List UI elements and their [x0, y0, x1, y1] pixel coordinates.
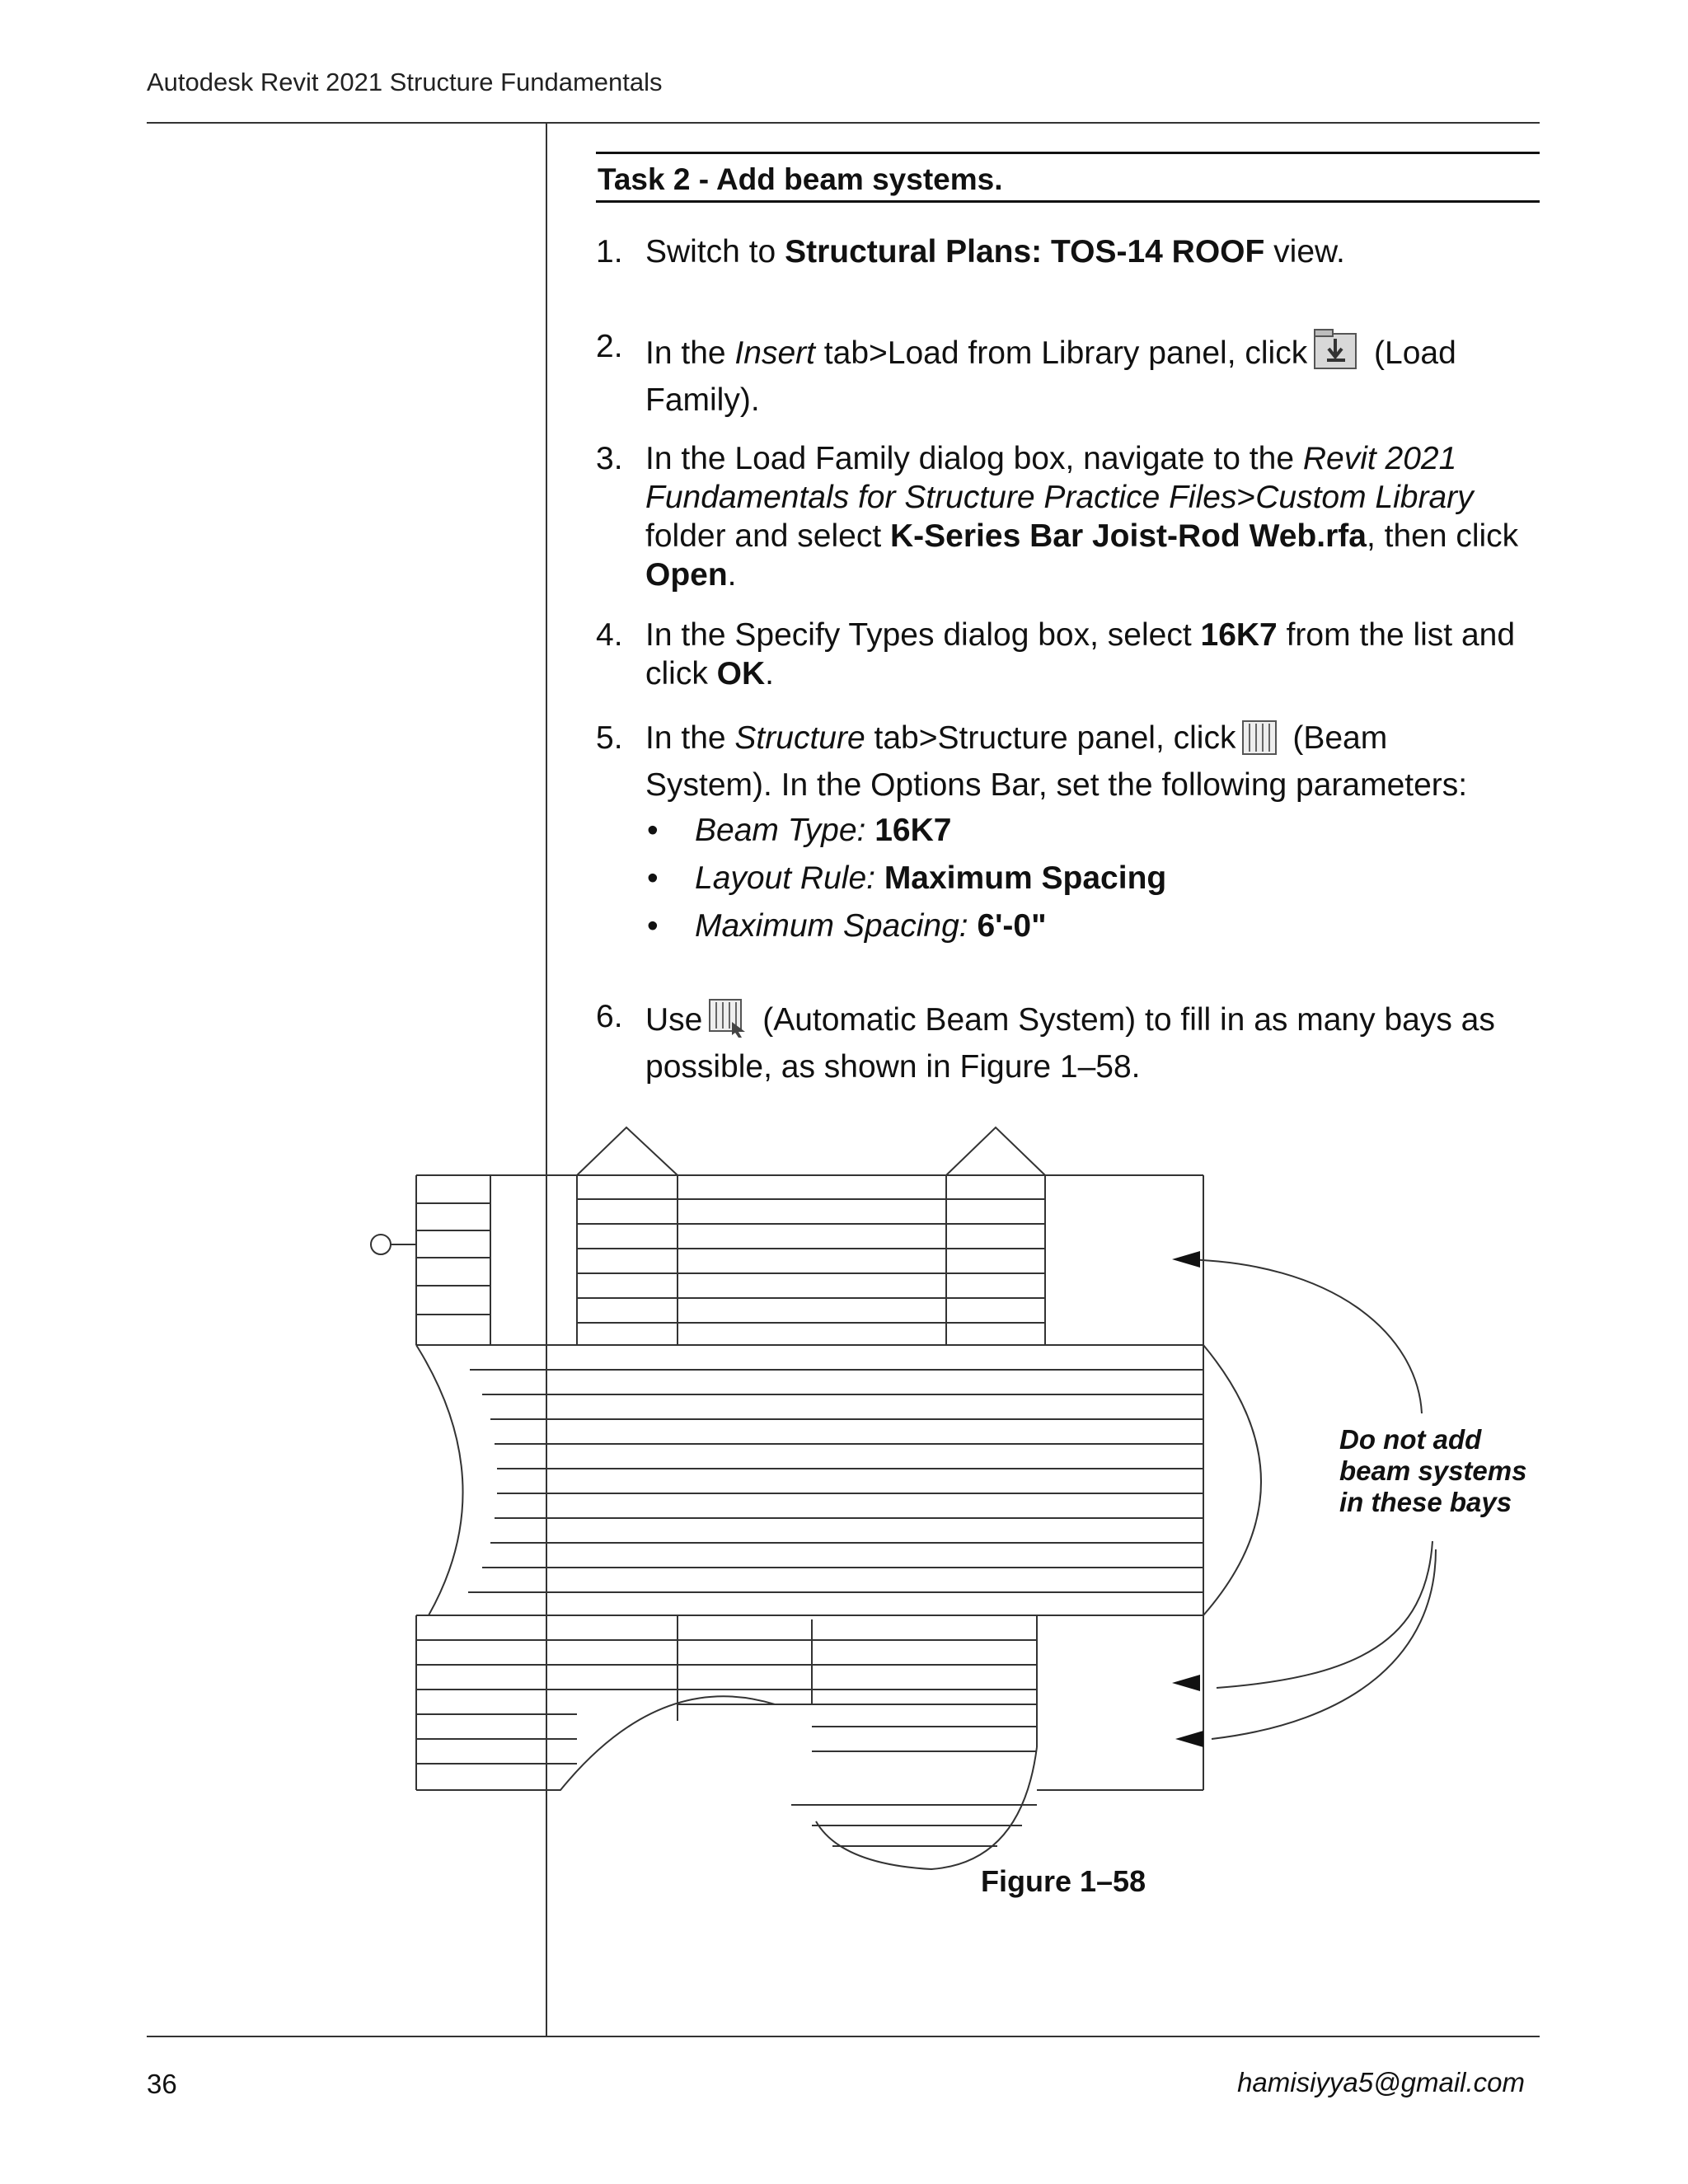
framing-plan-lines	[371, 1127, 1436, 1869]
gable-marker	[946, 1127, 1045, 1175]
step-text: (Beam	[1292, 720, 1388, 756]
parameter-value: Maximum Spacing	[884, 860, 1167, 896]
step-text: .	[765, 656, 775, 691]
parameter-value: 6'-0"	[977, 908, 1047, 944]
step-text: from the list and	[1277, 617, 1516, 653]
tab-name: Structure	[734, 720, 865, 756]
folder-name: Revit 2021	[1302, 441, 1457, 476]
step-text: In the Specify Types dialog box, select	[645, 617, 1201, 653]
footer-rule	[147, 2036, 1540, 2037]
arrowhead	[1172, 1251, 1200, 1268]
step-text: In the	[645, 335, 735, 371]
tab-name: Insert	[734, 335, 815, 371]
step-text: .	[727, 557, 737, 593]
bullet-dot: •	[647, 813, 659, 848]
step-number: 1.	[596, 234, 623, 269]
step-text: In the Load Family dialog box, navigate to the	[645, 441, 1303, 476]
open-label: Open	[645, 557, 728, 593]
step-number: 5.	[596, 720, 623, 756]
bullet-dot: •	[647, 908, 659, 944]
callout-line: in these bays	[1339, 1487, 1512, 1517]
step-text: (Automatic Beam System) to fill in as many bays as	[762, 1002, 1495, 1038]
folder-name: Custom Library	[1255, 480, 1474, 515]
ok-label: OK	[716, 656, 766, 691]
running-title: Autodesk Revit 2021 Structure Fundamentals	[147, 68, 663, 96]
type-name: 16K7	[1200, 617, 1278, 653]
step-text: System). In the Options Bar, set the following parameters:	[645, 767, 1468, 803]
arrowhead	[1172, 1675, 1200, 1691]
gable-marker	[577, 1127, 678, 1175]
step-text: possible, as shown in Figure 1–58.	[645, 1049, 1141, 1085]
step-number: 3.	[596, 441, 623, 476]
step-number: 6.	[596, 999, 623, 1034]
callout-line: beam systems	[1339, 1455, 1527, 1486]
step-text: In the	[645, 720, 735, 756]
parameter-value: 16K7	[874, 813, 952, 848]
folder-name: Fundamentals for Structure Practice Files	[645, 480, 1237, 515]
step-text: , then click	[1366, 518, 1519, 554]
step-text: tab>Structure panel, click	[865, 720, 1236, 756]
parameter-label: Maximum Spacing:	[695, 908, 978, 944]
step-text: tab>Load from Library panel, click	[814, 335, 1308, 371]
view-name: Structural Plans: TOS-14 ROOF	[785, 234, 1265, 269]
step-text: Use	[645, 1002, 703, 1038]
step-text: view.	[1264, 234, 1345, 269]
callout-line: Do not add	[1339, 1424, 1482, 1455]
task-title: Task 2 - Add beam systems.	[598, 162, 1003, 196]
callout-note	[1339, 1424, 1526, 1518]
step-text: folder and select	[645, 518, 891, 554]
step-text: (Load	[1374, 335, 1456, 371]
step-number: 2.	[596, 329, 623, 364]
step-text: Family).	[645, 382, 760, 418]
step-number: 4.	[596, 617, 623, 653]
file-name: K-Series Bar Joist-Rod Web.rfa	[890, 518, 1367, 554]
step-text: Switch to	[645, 234, 785, 269]
arrowhead	[1175, 1731, 1203, 1747]
step-text: click	[645, 656, 717, 691]
bullet-dot: •	[647, 860, 659, 896]
page-number: 36	[147, 2069, 177, 2099]
parameter-label: Beam Type:	[695, 813, 875, 848]
parameter-label: Layout Rule:	[695, 860, 884, 896]
callout-arrows	[1172, 1251, 1203, 1747]
path-separator: >	[1236, 480, 1256, 515]
footer-email: hamisiyya5@gmail.com	[1237, 2067, 1525, 2097]
figure-caption: Figure 1–58	[981, 1864, 1146, 1898]
